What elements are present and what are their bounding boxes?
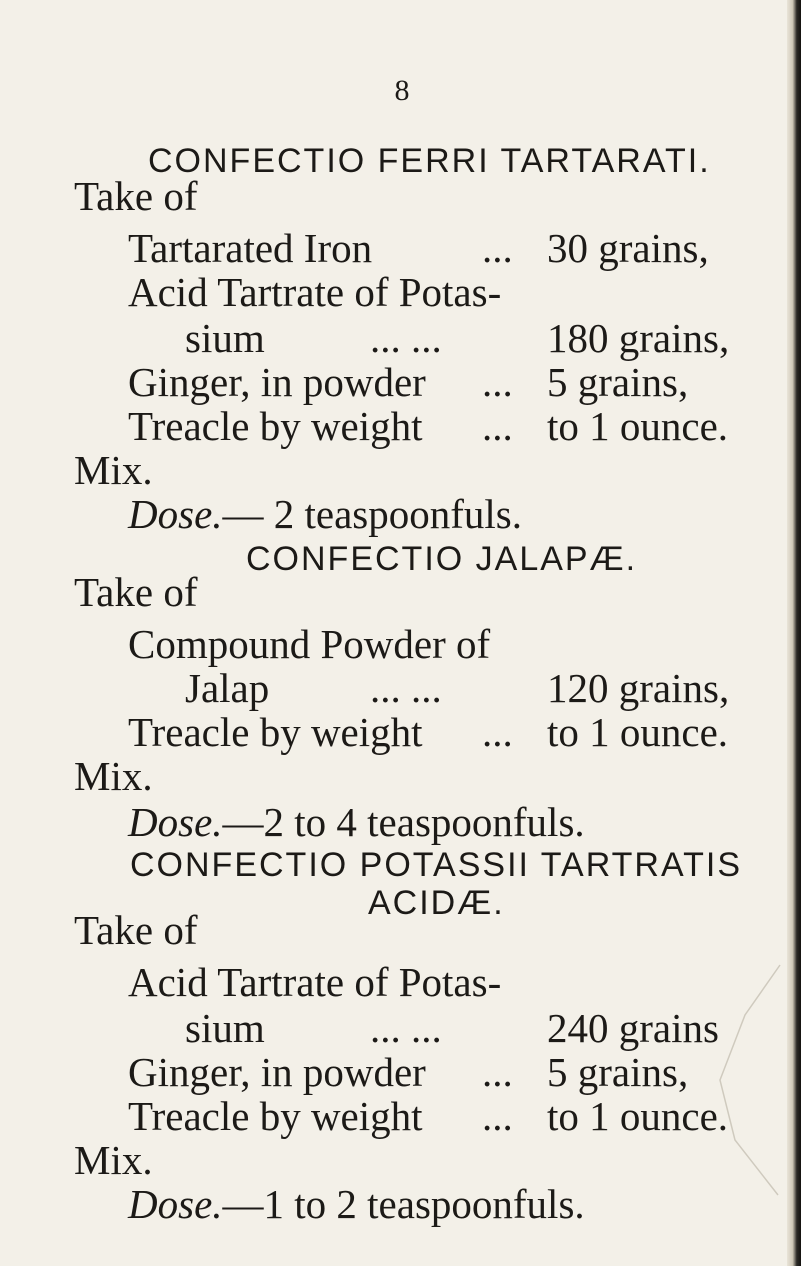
ingredient-dots: ... ...: [370, 1005, 442, 1051]
dose-label: Dose.: [128, 1181, 223, 1227]
take-of-label: Take of: [74, 173, 198, 219]
ingredient-name: Tartarated Iron: [128, 225, 373, 271]
dose-text: —2 to 4 teaspoonfuls.: [222, 799, 585, 845]
ingredient-name: sium: [185, 1005, 265, 1051]
ingredient-quantity: to 1 ounce.: [547, 709, 729, 755]
ingredient-name: Treacle by weight: [128, 709, 423, 755]
ingredient-quantity: 180 grains,: [547, 315, 730, 361]
ingredient-quantity: 5 grains,: [547, 1049, 689, 1095]
dose-line: [128, 1180, 585, 1228]
mix-label: Mix.: [74, 447, 153, 493]
ingredient-dots: ...: [482, 225, 513, 271]
dose-line: [128, 798, 585, 846]
ingredient-quantity: to 1 ounce.: [547, 403, 729, 449]
dose-line: [128, 490, 522, 538]
ingredient-quantity: to 1 ounce.: [547, 1093, 729, 1139]
section-title: CONFECTIO POTASSII TARTRATIS: [130, 846, 743, 884]
ingredient-quantity: 240 grains: [547, 1005, 719, 1051]
ingredient-name: Jalap: [185, 665, 270, 711]
section-title: CONFECTIO FERRI TARTARATI.: [148, 142, 711, 180]
page-crease-mark: [700, 960, 790, 1200]
mix-label: Mix.: [74, 1137, 153, 1183]
ingredient-dots: ... ...: [370, 665, 442, 711]
ingredient-quantity: 5 grains,: [547, 359, 689, 405]
ingredient-dots: ...: [482, 403, 513, 449]
dose-label: Dose.: [128, 799, 223, 845]
ingredient-dots: ...: [482, 359, 513, 405]
ingredient-name: Ginger, in powder: [128, 1049, 426, 1095]
section-title-continued: ACIDÆ.: [368, 884, 505, 922]
ingredient-name: Treacle by weight: [128, 403, 423, 449]
ingredient-name: sium: [185, 315, 265, 361]
ingredient-name: Acid Tartrate of Potas-: [128, 269, 502, 315]
ingredient-name: Treacle by weight: [128, 1093, 423, 1139]
ingredient-name: Acid Tartrate of Potas-: [128, 959, 502, 1005]
page-number: 8: [394, 74, 410, 107]
ingredient-dots: ... ...: [370, 315, 442, 361]
dose-label: Dose.: [128, 491, 223, 537]
ingredient-dots: ...: [482, 1093, 513, 1139]
ingredient-dots: ...: [482, 709, 513, 755]
mix-label: Mix.: [74, 753, 153, 799]
ingredient-quantity: 30 grains,: [547, 225, 709, 271]
ingredient-dots: ...: [482, 1049, 513, 1095]
ingredient-name: Compound Powder of: [128, 621, 491, 667]
dose-text: — 2 teaspoonfuls.: [222, 491, 523, 537]
take-of-label: Take of: [74, 569, 198, 615]
ingredient-quantity: 120 grains,: [547, 665, 730, 711]
section-title: CONFECTIO JALAPÆ.: [246, 540, 638, 578]
take-of-label: Take of: [74, 907, 198, 953]
dose-text: —1 to 2 teaspoonfuls.: [222, 1181, 585, 1227]
ingredient-name: Ginger, in powder: [128, 359, 426, 405]
